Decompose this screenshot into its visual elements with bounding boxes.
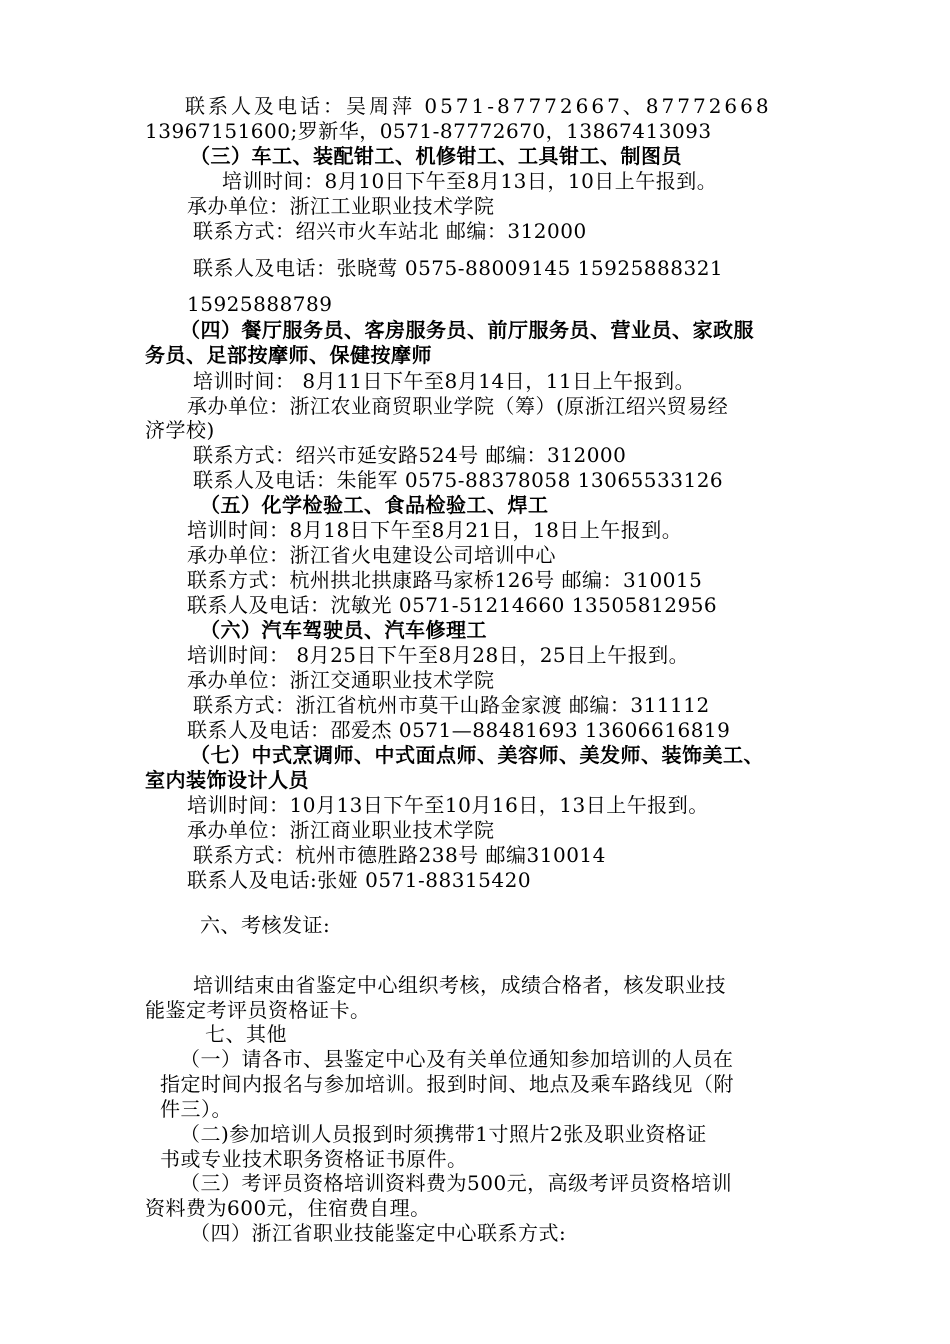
other-item-3-cont: 资料费为600元，住宿费自理。	[145, 1196, 431, 1220]
section-3-heading: （三）车工、装配钳工、机修钳工、工具钳工、制图员	[190, 144, 682, 168]
section-3-training-time: 培训时间：8月10日下午至8月13日，10日上午报到。	[222, 169, 718, 193]
section-7-training-time: 培训时间：10月13日下午至10月16日，13日上午报到。	[187, 793, 709, 817]
section-5-heading: （五）化学检验工、食品检验工、焊工	[200, 493, 549, 517]
section-7-contact-person: 联系人及电话:张娅 0571-88315420	[187, 868, 532, 892]
other-item-1: （一）请各市、县鉴定中心及有关单位通知参加培训的人员在	[180, 1047, 734, 1071]
other-item-2: （二)参加培训人员报到时须携带1寸照片2张及职业资格证	[180, 1122, 707, 1146]
assessment-paragraph: 培训结束由省鉴定中心组织考核，成绩合格者，核发职业技	[193, 973, 726, 997]
section-6-heading: （六）汽车驾驶员、汽车修理工	[200, 618, 487, 642]
section-5-contact-person: 联系人及电话：沈敏光 0571-51214660 13505812956	[187, 593, 718, 617]
heading-other: 七、其他	[205, 1022, 287, 1046]
section-5-organizer: 承办单位：浙江省火电建设公司培训中心	[187, 543, 556, 567]
section-4-contact-person: 联系人及电话：朱能军 0575-88378058 13065533126	[193, 468, 724, 492]
section-7-heading: （七）中式烹调师、中式面点师、美容师、美发师、装饰美工、	[190, 743, 764, 767]
section-6-contact-person: 联系人及电话：邵爱杰 0571—88481693 13606616819	[187, 718, 731, 742]
section-3-organizer: 承办单位：浙江工业职业技术学院	[187, 194, 495, 218]
section-3-contact-address: 联系方式：绍兴市火车站北 邮编：312000	[193, 219, 587, 243]
section-5-contact-address: 联系方式：杭州拱北拱康路马家桥126号 邮编：310015	[187, 568, 703, 592]
section-4-organizer-cont: 济学校)	[145, 418, 215, 442]
section-3-contact-phone-extra: 15925888789	[187, 292, 333, 316]
section-6-training-time: 培训时间： 8月25日下午至8月28日，25日上午报到。	[187, 643, 690, 667]
assessment-paragraph-cont: 能鉴定考评员资格证卡。	[145, 998, 371, 1022]
heading-assessment-certification: 六、考核发证:	[200, 913, 331, 937]
section-4-heading: （四）餐厅服务员、客房服务员、前厅服务员、营业员、家政服	[180, 318, 754, 342]
other-item-3: （三）考评员资格培训资料费为500元，高级考评员资格培训	[180, 1171, 733, 1195]
section-5-training-time: 培训时间：8月18日下午至8月21日，18日上午报到。	[187, 518, 683, 542]
section-7-organizer: 承办单位：浙江商业职业技术学院	[187, 818, 495, 842]
section-3-contact-person: 联系人及电话：张晓莺 0575-88009145 15925888321	[193, 256, 724, 280]
section-4-organizer: 承办单位：浙江农业商贸职业学院（筹）(原浙江绍兴贸易经	[187, 394, 729, 418]
section-4-contact-address: 联系方式：绍兴市延安路524号 邮编：312000	[193, 443, 627, 467]
contact-line-luo-xinhua: 13967151600;罗新华，0571-87772670，13867413093	[145, 119, 712, 143]
section-7-contact-address: 联系方式：杭州市德胜路238号 邮编310014	[193, 843, 606, 867]
section-6-contact-address: 联系方式：浙江省杭州市莫干山路金家渡 邮编：311112	[193, 693, 710, 717]
other-item-4: （四）浙江省职业技能鉴定中心联系方式:	[190, 1221, 567, 1245]
section-4-training-time: 培训时间： 8月11日下午至8月14日，11日上午报到。	[193, 369, 696, 393]
other-item-1-cont2: 件三）。	[160, 1097, 232, 1121]
other-item-1-cont: 指定时间内报名与参加培训。报到时间、地点及乘车路线见（附	[160, 1072, 734, 1096]
section-4-heading-cont: 务员、足部按摩师、保健按摩师	[145, 343, 432, 367]
section-7-heading-cont: 室内装饰设计人员	[145, 768, 309, 792]
section-6-organizer: 承办单位：浙江交通职业技术学院	[187, 668, 495, 692]
other-item-2-cont: 书或专业技术职务资格证书原件。	[160, 1147, 468, 1171]
contact-line-wu-zhouping: 联系人及电话：吴周萍 0571-87772667、87772668	[185, 94, 772, 118]
